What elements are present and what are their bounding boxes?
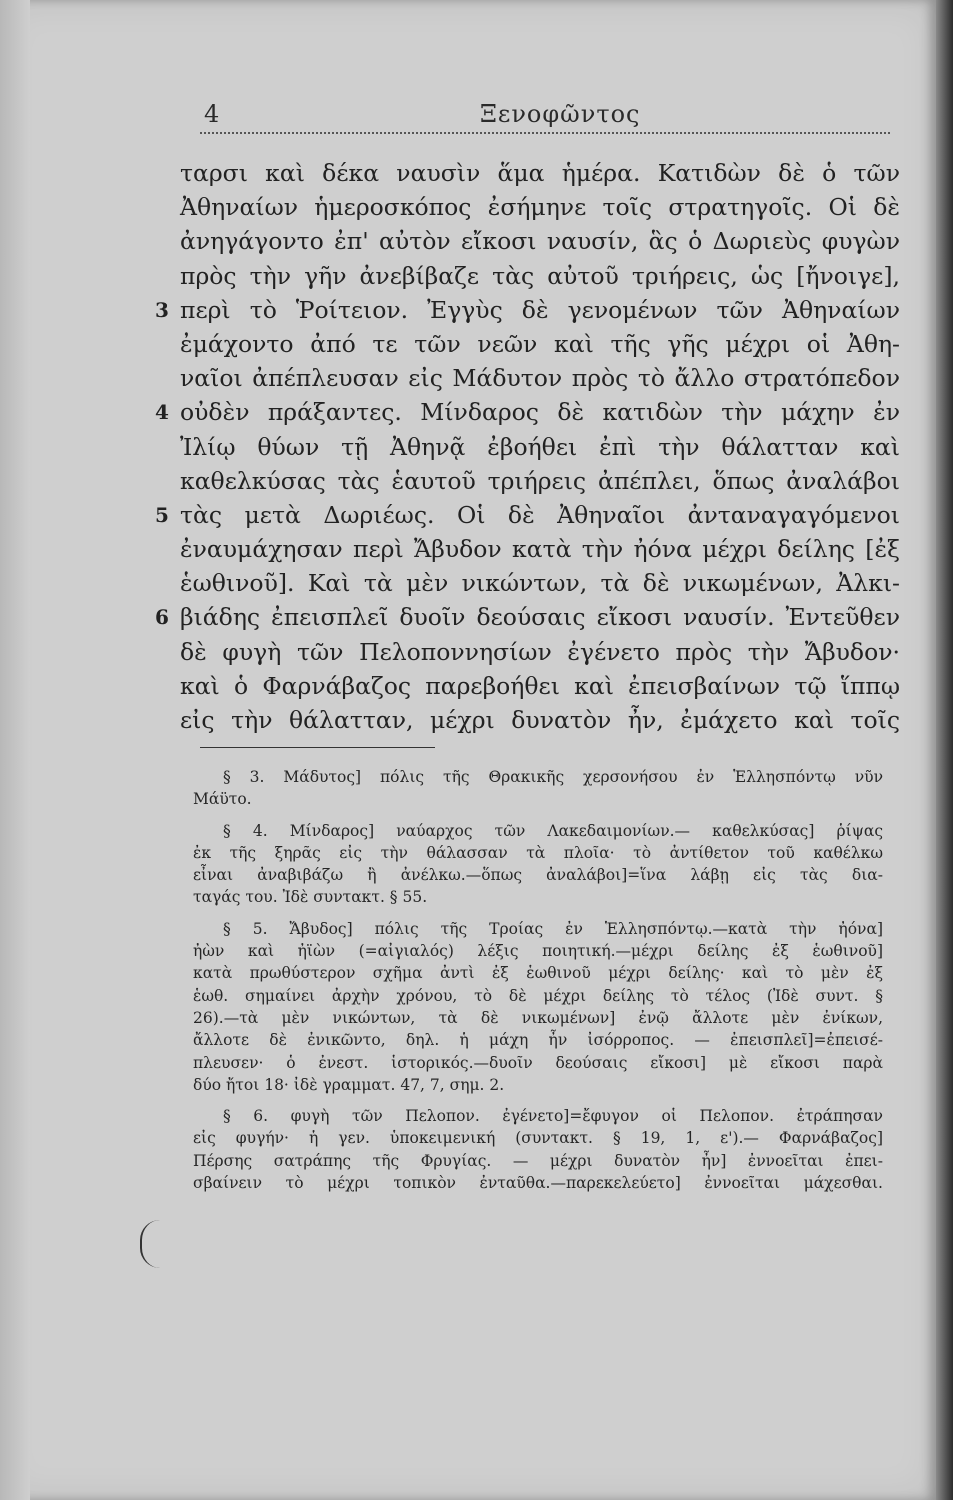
footnote-gap: [193, 909, 883, 918]
footnote-line: δύο ἤτοι 18· ἰδὲ γραμματ. 47, 7, σημ. 2.: [193, 1075, 505, 1094]
footnote-line: 26).—τὰ μὲν νικώντων, τὰ δὲ νικωμένων] ἐνῷ ἄλλοτε μὲν ἐνίκων,: [193, 1008, 883, 1027]
text-line: [155, 600, 900, 634]
running-title: Ξενοφῶντος: [480, 100, 641, 128]
footnote-line: εἰς φυγήν· ἡ γεν. ὑποκειμενική (συντακτ. § 19, 1, ε').— Φαρνάβαζος]: [193, 1129, 883, 1148]
text-line: ἑωθινοῦ]. Καὶ τὰ μὲν νικώντων, τὰ δὲ νικωμένων, Ἀλκι-: [180, 569, 900, 598]
footnote-line: ἑωθ. σημαίνει ἀρχὴν χρόνου, τὸ δὲ μέχρι δείλης τὸ τέλος (Ἰδὲ συντ. §: [193, 986, 883, 1005]
text-line-content: τὰς μετὰ Δωριέως. Οἱ δὲ Ἀθηναῖοι ἀνταναγαγόμενοι: [180, 500, 900, 529]
footnote-line: ἐκ τῆς ξηρᾶς εἰς τὴν θάλασσαν τὰ πλοῖα· τὸ ἀντίθετον τοῦ καθέλκω: [193, 843, 883, 862]
text-line-content: οὐδὲν πράξαντες. Μίνδαρος δὲ κατιδὼν τὴν μάχην ἐν: [180, 398, 900, 427]
footnote-line: Πέρσης σατράπης τῆς Φρυγίας. — μέχρι δυνατὸν ἦν] ἐννοεῖται ἐπει-: [193, 1151, 883, 1170]
footnote-line: εἶναι ἀναβιβάζω ἢ ἀνέλκω.—ὅπως ἀναλάβοι]=ἵνα λάβῃ εἰς τὰς δια-: [193, 866, 883, 885]
text-line-content: περὶ τὸ Ῥοίτειον. Ἐγγὺς δὲ γενομένων τῶν Ἀθηναίων: [180, 295, 900, 324]
section-number: 5: [155, 502, 169, 527]
header-rule: [200, 132, 890, 134]
text-line: καὶ ὁ Φαρνάβαζος παρεβοήθει καὶ ἐπεισβαίνων τῷ ἵππῳ: [180, 671, 900, 700]
text-line-content: βιάδης ἐπεισπλεῖ δυοῖν δεούσαις εἴκοσι ναυσίν. Ἐντεῦθεν: [180, 603, 900, 632]
page-right-edge: [936, 0, 953, 1500]
main-text: [155, 156, 900, 737]
footnote-line: Μάϋτο.: [193, 790, 252, 809]
page-header: [200, 96, 890, 136]
text-line: δὲ φυγὴ τῶν Πελοποννησίων ἐγένετο πρὸς τὴν Ἄβυδον·: [180, 637, 900, 666]
text-line: [155, 395, 900, 429]
text-line: ἐναυμάχησαν περὶ Ἄβυδον κατὰ τὴν ἠόνα μέχρι δείλης [ἐξ: [180, 535, 900, 564]
section-number: 4: [155, 400, 169, 425]
text-line: ἐμάχοντο ἀπό τε τῶν νεῶν καὶ τῆς γῆς μέχρι οἱ Ἀθη-: [180, 329, 900, 358]
footnote-line: ἄλλοτε δὲ ἐνικῶντο, δηλ. ἡ μάχη ἦν ἰσόρροπος. — ἐπεισπλεῖ]=ἐπεισέ-: [193, 1031, 883, 1050]
text-line: [155, 293, 900, 327]
text-line: ναῖοι ἀπέπλευσαν εἰς Μάδυτον πρὸς τὸ ἄλλο στρατόπεδον: [180, 364, 900, 393]
page-number: 4: [204, 100, 220, 128]
text-line: πρὸς τὴν γῆν ἀνεβίβαζε τὰς αὐτοῦ τριήρεις, ὡς [ἤνοιγε],: [180, 261, 900, 290]
text-line: ταρσι καὶ δέκα ναυσὶν ἅμα ἡμέρα. Κατιδὼν δὲ ὁ τῶν: [180, 159, 900, 187]
footnote-line: ταγάς του. Ἰδὲ συντακτ. § 55.: [193, 888, 428, 907]
footnote-line: § 4. Μίνδαρος] ναύαρχος τῶν Λακεδαιμονίων.— καθελκύσας] ῥίψας: [223, 821, 883, 840]
footnote-line: § 6. φυγὴ τῶν Πελοπον. ἐγένετο]=ἔφυγον οἱ Πελοπον. ἐτράπησαν: [223, 1107, 883, 1126]
text-line: καθελκύσας τὰς ἑαυτοῦ τριήρεις ἀπέπλει, ὅπως ἀναλάβοι: [180, 466, 900, 495]
footnote-line: § 3. Μάδυτος] πόλις τῆς Θρακικῆς χερσονήσου ἐν Ἑλλησπόντῳ νῦν: [223, 768, 883, 786]
text-line: ἀνηγάγοντο ἐπ' αὐτὸν εἴκοσι ναυσίν, ἃς ὁ Δωριεὺς φυγὼν: [180, 227, 900, 256]
text-line: [155, 498, 900, 532]
section-number: 6: [155, 605, 169, 630]
text-line: Ἀθηναίων ἡμεροσκόπος ἐσήμηνε τοῖς στρατηγοῖς. Οἱ δὲ: [180, 193, 900, 222]
page-left-edge: [0, 0, 30, 1500]
footnote-line: § 5. Ἄβυδος] πόλις τῆς Τροίας ἐν Ἑλλησπόντῳ.—κατὰ τὴν ἠόνα]: [223, 919, 883, 938]
section-number: 3: [155, 297, 169, 322]
footnote-gap: [193, 1096, 883, 1105]
text-line: εἰς τὴν θάλατταν, μέχρι δυνατὸν ἦν, ἐμάχετο καὶ τοῖς: [180, 706, 900, 734]
footnote-rule: [200, 747, 435, 748]
footnote-line: σβαίνειν τὸ μέχρι τοπικὸν ἐνταῦθα.—παρεκελεύετο] ἐννοεῖται μάχεσθαι.: [193, 1174, 883, 1193]
footnote-line: πλευσεν· ὁ ἐνεστ. ἱστορικός.—δυοῖν δεούσαις εἴκοσι] μὲ εἴκοσι παρὰ: [193, 1053, 883, 1072]
text-line: Ἰλίῳ θύων τῇ Ἀθηνᾷ ἐβοήθει ἐπὶ τὴν θάλατταν καὶ: [180, 432, 900, 461]
footnote-line: κατὰ πρωθύστερον σχῆμα ἀντὶ ἐξ ἑωθινοῦ μέχρι δείλης· καὶ τὸ μὲν ἐξ: [193, 964, 883, 983]
footnote-line: ἠὼν καὶ ἠϊὼν (=αἰγιαλός) λέξις ποιητική.—μέχρι δείλης ἐξ ἑωθινοῦ]: [193, 942, 883, 961]
footnote-gap: [193, 811, 883, 820]
footnotes: [193, 766, 883, 1194]
